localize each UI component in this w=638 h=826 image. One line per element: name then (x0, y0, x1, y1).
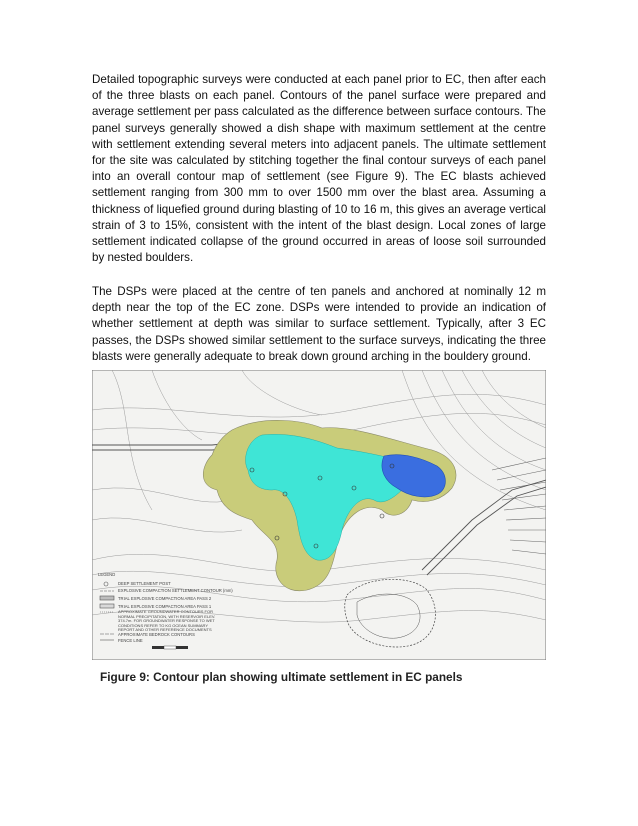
legend-item-fence: FENCE LINE (118, 638, 143, 643)
paragraph-dsp: The DSPs were placed at the centre of ten panels and anchored at nominally 12 m depth near the top of the EC zone. DSPs were intended to provide an indication of whether settlement at depth was similar to surface settlement. Typically, after 3 EC passes, the DSPs showed similar settlement to the surface surveys, indicating the three blasts were generally adequate to break down ground arching in the bouldery ground. (92, 285, 546, 363)
legend-item-groundwater: APPROXIMATE GROUNDWATER CONTOURS FOR NORMAL PRECIPITATION, WITH RESERVOIR ELEV. 374.7m. FOR GROUNDWATER RESPONSE TO WET CONDITIONS REFER TO KG OCEAN SUMMARY REPORT AND OTHER REFERENCE DOCUMENTS (118, 610, 216, 633)
legend-title: LEGEND (98, 572, 116, 577)
legend-item-pass1: TRIAL EXPLOSIVE COMPACTION AREA PASS 1 (118, 604, 212, 609)
legend-item-bedrock: APPROXIMATE BEDROCK CONTOURS (118, 632, 195, 637)
paragraph-topographic-surveys: Detailed topographic surveys were conducted at each panel prior to EC, then after each of the three blasts on each panel. Contours of the panel surface were prepared and average settlement per pass calculated as the difference between surface contours. The panel surveys generally showed a dish shape with maximum settlement at the centre with settlement extending several meters into adjacent panels. The ultimate settlement for the site was calculated by stitching together the final contour surveys of each panel into an overall contour map of settlement (see Figure 9). The EC blasts achieved settlement ranging from 300 mm to over 1500 mm over the blast area. Assuming a thickness of liquefied ground during blasting of 10 to 16 m, this gives an average vertical strain of 3 to 15%, consistent with the intent of the blast design. Local zones of large settlement indicated collapse of the ground occurred in areas of loose soil surrounded by nested boulders. (92, 73, 546, 265)
legend-item-dsp: DEEP SETTLEMENT POST (118, 581, 171, 586)
legend-item-pass2: TRIAL EXPLOSIVE COMPACTION AREA PASS 2 (118, 596, 212, 601)
scale-bar (152, 646, 188, 649)
legend-item-settlement-contour: EXPLOSIVE COMPACTION SETTLEMENT CONTOUR (mm) (118, 588, 233, 593)
figure-caption: Figure 9: Contour plan showing ultimate settlement in EC panels (100, 670, 463, 684)
contour-plan-map (92, 370, 546, 660)
figure-contour-plan (92, 370, 546, 660)
